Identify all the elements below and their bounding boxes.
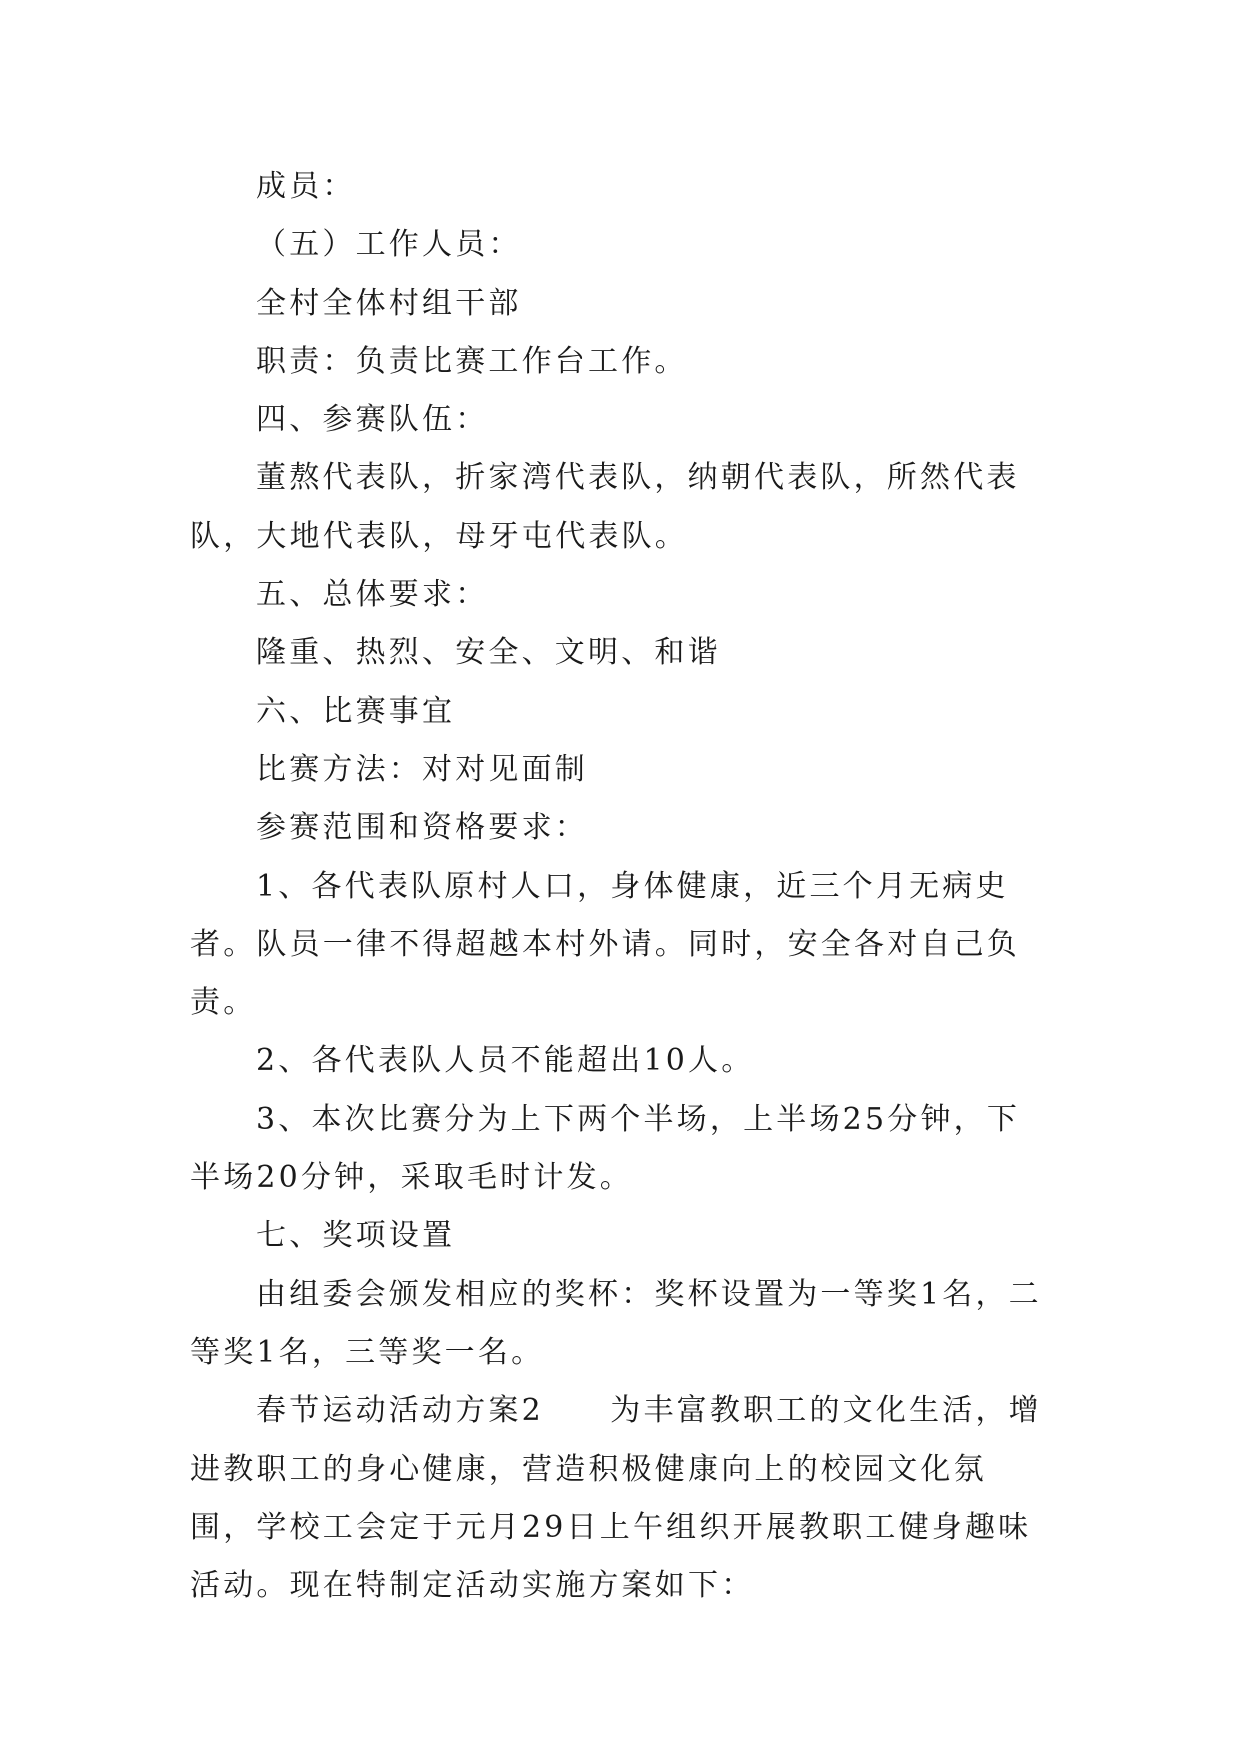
paragraph-plan-2: 春节运动活动方案2 为丰富教职工的文化生活，增进教职工的身心健康，营造积极健康向上的校园文化氛围，学校工会定于元月29日上午组织开展教职工健身趣味活动。现在特制定活动实施方案如下： [190, 1393, 1042, 1604]
document-body [190, 158, 1050, 1615]
paragraph-staff: 全村全体村组干部 [256, 285, 522, 321]
paragraph-match-heading: 六、比赛事宜 [256, 693, 456, 729]
paragraph-duties: 职责：负责比赛工作台工作。 [256, 343, 688, 379]
paragraph-requirements: 隆重、热烈、安全、文明、和谐 [256, 635, 721, 671]
paragraph-teams-heading: 四、参赛队伍： [256, 402, 489, 438]
paragraph-rule-3: 3、本次比赛分为上下两个半场，上半场25分钟，下半场20分钟，采取毛时计发。 [190, 1101, 1021, 1196]
paragraph-staff-heading: （五）工作人员： [256, 227, 522, 263]
paragraph-rule-2: 2、各代表队人员不能超出10人。 [256, 1043, 755, 1079]
paragraph-eligibility-heading: 参赛范围和资格要求： [256, 810, 588, 846]
paragraph-rule-1: 1、各代表队原村人口，身体健康，近三个月无病史者。队员一律不得超越本村外请。同时，安全各对自己负责。 [190, 868, 1020, 1021]
paragraph-teams: 董熬代表队，折家湾代表队，纳朝代表队，所然代表队，大地代表队，母牙屯代表队。 [190, 460, 1020, 554]
paragraph-awards: 由组委会颁发相应的奖杯：奖杯设置为一等奖1名，二等奖1名，三等奖一名。 [190, 1276, 1042, 1370]
paragraph-awards-heading: 七、奖项设置 [256, 1218, 456, 1254]
paragraph-requirements-heading: 五、总体要求： [256, 577, 489, 613]
paragraph-members: 成员： [256, 169, 356, 204]
paragraph-match-method: 比赛方法：对对见面制 [256, 751, 588, 787]
